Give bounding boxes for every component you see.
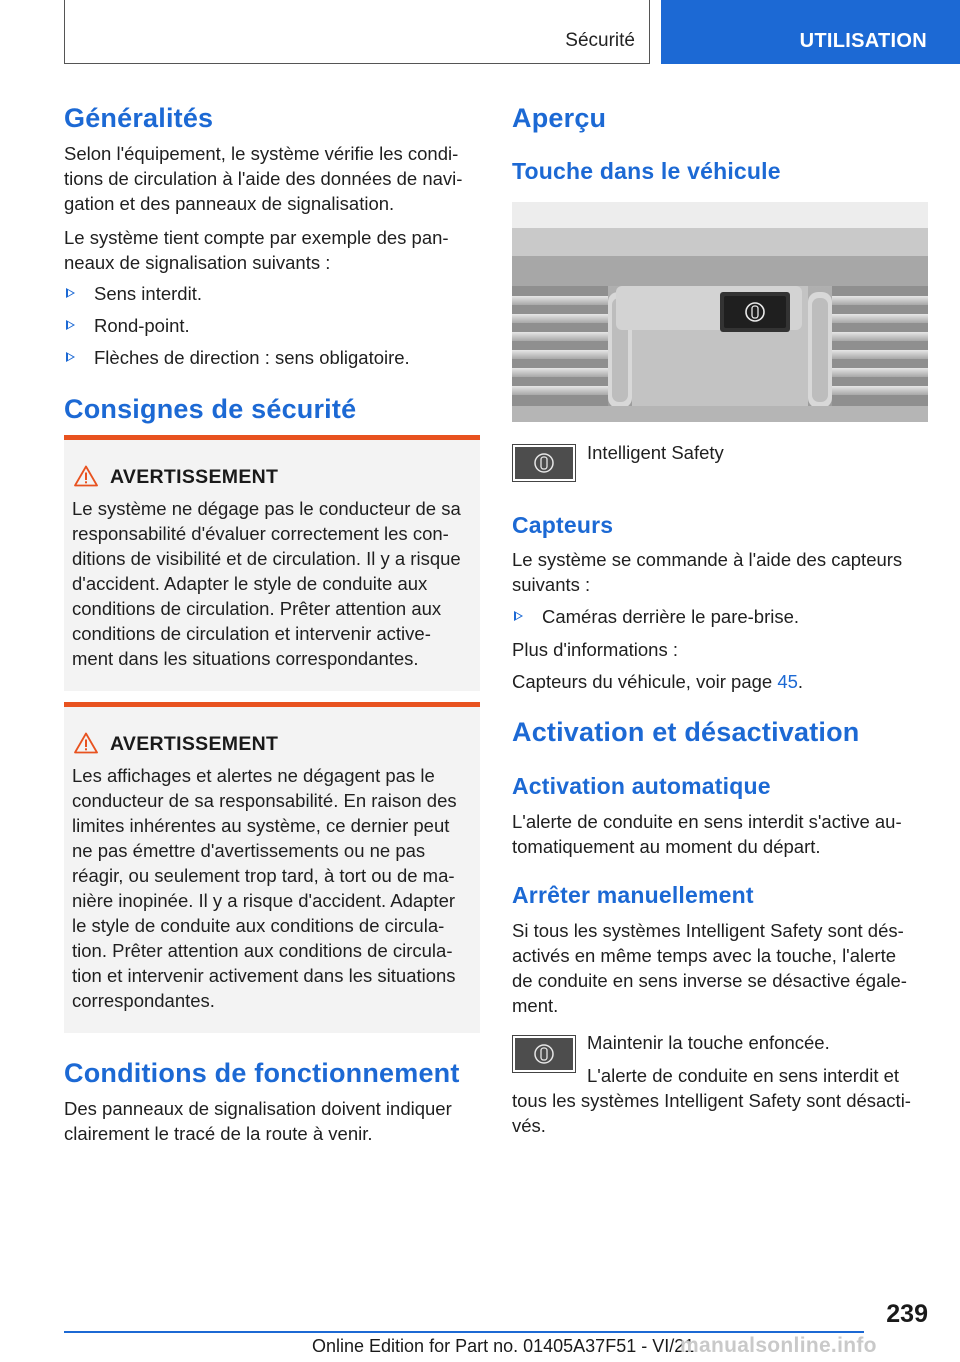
warning-box (64, 702, 480, 1033)
heading-conditions: Conditions de fonctionnement (64, 1058, 460, 1088)
vehicle-button-photo (512, 202, 928, 422)
more-info-text: Plus d'informations : (512, 639, 678, 660)
button-face (515, 447, 573, 479)
bullet-triangle-icon (66, 320, 75, 330)
text-line: vés. (512, 1115, 546, 1136)
page-reference (512, 669, 803, 694)
dashboard-illustration (512, 202, 928, 422)
result-text (512, 1088, 911, 1138)
warning-text (72, 763, 476, 1013)
text-line: ment dans les situations correspondantes. (72, 648, 419, 669)
text-line: clairement le tracé de la route à venir. (64, 1123, 373, 1144)
activation-auto-text (512, 809, 902, 859)
heading-apercu: Aperçu (512, 103, 607, 133)
text-line: suivants : (512, 574, 591, 595)
bullet-triangle-icon (66, 352, 75, 362)
heading-activation: Activation et désactivation (512, 717, 860, 747)
warning-box (64, 435, 480, 691)
intelligent-safety-button-icon (512, 444, 576, 482)
text-line: tions de circulation à l'aide des données de navi- (64, 168, 463, 189)
bullet-triangle-icon (66, 288, 75, 298)
text-line: tion. Prêter attention aux conditions de circula- (72, 940, 453, 961)
text-line: conditions de circulation. Prêter attention aux (72, 598, 442, 619)
text-line: neaux de signalisation suivants : (64, 252, 331, 273)
list-item-text: Caméras derrière le pare-brise. (542, 606, 800, 627)
text-line: Le système se commande à l'aide des capteurs (512, 549, 903, 570)
safety-shield-icon (515, 1038, 573, 1070)
text-line: le style de conduite aux conditions de circula- (72, 915, 445, 936)
footer-edition: Online Edition for Part no. 01405A37F51 - VI/21 (312, 1336, 695, 1356)
text-line: Le système tient compte par exemple des pan- (64, 227, 449, 248)
generalites-text-2 (64, 225, 449, 275)
text-line: Le système ne dégage pas le conducteur de sa (72, 498, 461, 519)
text-line: Les affichages et alertes ne dégagent pas le (72, 765, 435, 786)
text-line: correspondantes. (72, 990, 215, 1011)
text-line: Selon l'équipement, le système vérifie les condi- (64, 143, 459, 164)
header-section-box (64, 0, 650, 64)
text-line: conditions de circulation et intervenir active- (72, 623, 431, 644)
text-line: activés en même temps avec la touche, l'alerte (512, 945, 896, 966)
warning-text (72, 496, 476, 671)
result-text-line1: L'alerte de conduite en sens interdit et (587, 1065, 900, 1086)
page-link[interactable]: 45 (777, 671, 798, 692)
intelligent-safety-label: Intelligent Safety (587, 442, 724, 463)
text-line: gation et des panneaux de signalisation. (64, 193, 395, 214)
list-item (512, 604, 799, 629)
safety-shield-icon (515, 447, 573, 479)
reference-end: . (797, 671, 804, 692)
intelligent-safety-button-icon (512, 1035, 576, 1073)
text-line: limites inhérentes au système, ce dernier peut (72, 815, 450, 836)
list-item (64, 281, 202, 306)
text-line: réagir, ou seulement trop tard, à tort ou de ma- (72, 865, 455, 886)
subheading-arret-manuel: Arrêter manuellement (512, 882, 754, 908)
warning-triangle-icon (74, 732, 98, 754)
list-item (64, 345, 410, 370)
text-line: de conduite en sens inverse se désactive égale- (512, 970, 907, 991)
subheading-touche: Touche dans le véhicule (512, 158, 781, 184)
reference-text: Capteurs du véhicule, voir page (512, 671, 778, 692)
text-line: nière inopinée. Il y a risque d'accident. Adapter (72, 890, 456, 911)
text-line: ne pas émettre d'avertissements ou ne pas (72, 840, 426, 861)
text-line: conducteur de sa responsabilité. En raison des (72, 790, 457, 811)
heading-consignes: Consignes de sécurité (64, 394, 357, 424)
text-line: Des panneaux de signalisation doivent indiquer (64, 1098, 452, 1119)
text-line: Si tous les systèmes Intelligent Safety sont dés- (512, 920, 904, 941)
list-item (64, 313, 190, 338)
watermark: manualsonline.info (680, 1334, 877, 1357)
capteurs-text (512, 547, 902, 597)
warning-triangle-icon (74, 465, 98, 487)
button-face (515, 1038, 573, 1070)
bullet-triangle-icon (514, 611, 523, 621)
heading-generalites: Généralités (64, 103, 214, 133)
list-item-text: Flèches de direction : sens obligatoire. (94, 347, 410, 368)
text-line: ment. (512, 995, 559, 1016)
text-line: ditions de visibilité et de circulation. Il y a risque (72, 548, 461, 569)
heading-capteurs: Capteurs (512, 512, 614, 538)
arret-manuel-text (512, 918, 907, 1018)
list-item-text: Rond-point. (94, 315, 190, 336)
warning-title: AVERTISSEMENT (110, 466, 279, 488)
generalites-text-1 (64, 141, 462, 216)
text-line: tomatiquement au moment du départ. (512, 836, 821, 857)
text-line: d'accident. Adapter le style de conduite aux (72, 573, 428, 594)
list-item-text: Sens interdit. (94, 283, 202, 304)
warning-title: AVERTISSEMENT (110, 733, 279, 755)
text-line: responsabilité d'évaluer correctement les con- (72, 523, 449, 544)
footer-divider (64, 1331, 864, 1333)
page-number: 239 (886, 1300, 928, 1328)
header-section-title: Sécurité (565, 30, 635, 51)
text-line: L'alerte de conduite en sens interdit s'active au- (512, 811, 902, 832)
conditions-text (64, 1096, 452, 1146)
subheading-activation-auto: Activation automatique (512, 773, 771, 799)
header-chapter-tab[interactable] (661, 0, 960, 64)
text-line: tion et intervenir activement dans les situations (72, 965, 456, 986)
text-line: tous les systèmes Intelligent Safety sont désacti- (512, 1090, 911, 1111)
hold-button-text: Maintenir la touche enfoncée. (587, 1032, 830, 1053)
header-chapter-title: UTILISATION (799, 30, 927, 52)
